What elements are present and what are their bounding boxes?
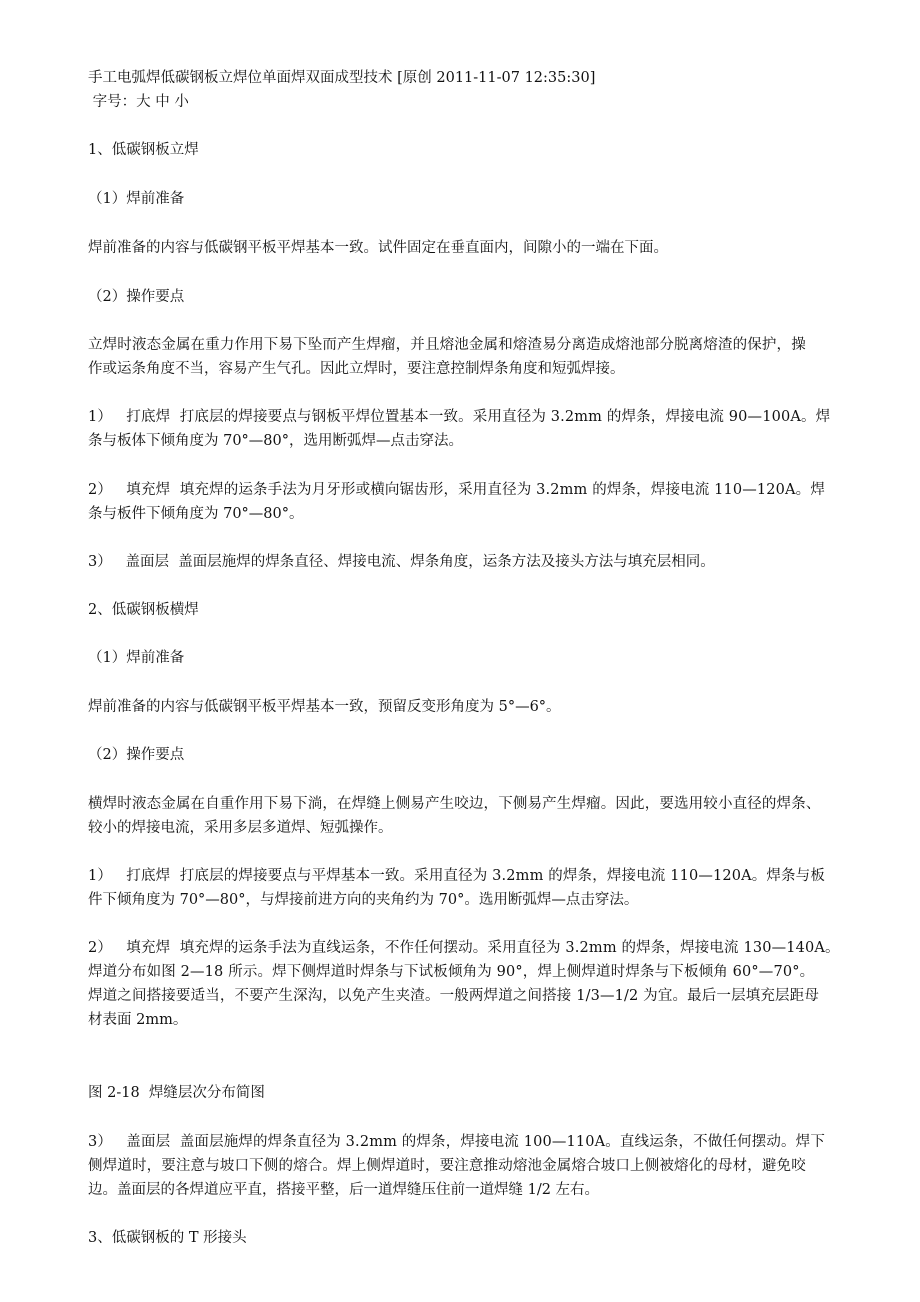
font-size-selector[interactable]: 字号：大 中 小 [88, 94, 189, 110]
list-item-line: 材表面 2mm。 [88, 1012, 188, 1028]
section-heading: 1、低碳钢板立焊 [88, 142, 199, 158]
list-item-line: 侧焊道时，要注意与坡口下侧的熔合。焊上侧焊道时，要注意推动熔池金属熔合坡口上侧被熔化的母材，避免咬 [88, 1158, 806, 1174]
list-item-line: 焊道之间搭接要适当，不要产生深沟，以免产生夹渣。一般两焊道之间搭接 1/3—1/2 为宜。最后一层填充层距母 [88, 988, 819, 1004]
paragraph: 焊前准备的内容与低碳钢平板平焊基本一致，预留反变形角度为 5°—6°。 [88, 699, 561, 715]
figure-caption: 图 2-18 焊缝层次分布简图 [88, 1085, 265, 1101]
subsection-heading: （1）焊前准备 [88, 191, 185, 207]
article-title: 手工电弧焊低碳钢板立焊位单面焊双面成型技术 [原创 2011-11-07 12:35:30] [88, 70, 596, 86]
section-heading: 3、低碳钢板的 T 形接头 [88, 1230, 247, 1246]
paragraph-line: 立焊时液态金属在重力作用下易下坠而产生焊瘤，并且熔池金属和熔渣易分离造成熔池部分脱离熔渣的保护，操 [88, 337, 806, 353]
list-item-line: 1） 打底焊 打底层的焊接要点与钢板平焊位置基本一致。采用直径为 3.2mm 的焊条，焊接电流 90—100A。焊 [88, 409, 831, 425]
paragraph-line: 较小的焊接电流，采用多层多道焊、短弧操作。 [88, 820, 393, 836]
subsection-heading: （2）操作要点 [88, 747, 185, 763]
subsection-heading: （2）操作要点 [88, 289, 185, 305]
list-item-line: 焊道分布如图 2—18 所示。焊下侧焊道时焊条与下试板倾角为 90°，焊上侧焊道时焊条与下板倾角 60°—70°。 [88, 964, 815, 980]
list-item-line: 2） 填充焊 填充焊的运条手法为月牙形或横向锯齿形，采用直径为 3.2mm 的焊条，焊接电流 110—120A。焊 [88, 482, 825, 498]
list-item-line: 3） 盖面层 盖面层施焊的焊条直径为 3.2mm 的焊条，焊接电流 100—110A。直线运条，不做任何摆动。焊下 [88, 1134, 825, 1150]
list-item-line: 条与板体下倾角度为 70°—80°，选用断弧焊—点击穿法。 [88, 433, 464, 449]
section-heading: 2、低碳钢板横焊 [88, 602, 199, 618]
paragraph: 焊前准备的内容与低碳钢平板平焊基本一致。试件固定在垂直面内，间隙小的一端在下面。 [88, 240, 668, 256]
paragraph-line: 作或运条角度不当，容易产生气孔。因此立焊时，要注意控制焊条角度和短弧焊接。 [88, 361, 625, 377]
paragraph-line: 横焊时液态金属在自重作用下易下淌，在焊缝上侧易产生咬边，下侧易产生焊瘤。因此，要选用较小直径的焊条、 [88, 796, 821, 812]
list-item-line: 边。盖面层的各焊道应平直，搭接平整，后一道焊缝压住前一道焊缝 1/2 左右。 [88, 1182, 600, 1198]
list-item-line: 件下倾角度为 70°—80°，与焊接前进方向的夹角约为 70°。选用断弧焊—点击穿法。 [88, 892, 639, 908]
list-item-line: 2） 填充焊 填充焊的运条手法为直线运条，不作任何摆动。采用直径为 3.2mm 的焊条，焊接电流 130—140A。 [88, 940, 840, 956]
subsection-heading: （1）焊前准备 [88, 650, 185, 666]
list-item-line: 1） 打底焊 打底层的焊接要点与平焊基本一致。采用直径为 3.2mm 的焊条，焊接电流 110—120A。焊条与板 [88, 868, 825, 884]
list-item-line: 条与板件下倾角度为 70°—80°。 [88, 506, 304, 522]
list-item-line: 3） 盖面层 盖面层施焊的焊条直径、焊接电流、焊条角度，运条方法及接头方法与填充层相同。 [88, 554, 715, 570]
